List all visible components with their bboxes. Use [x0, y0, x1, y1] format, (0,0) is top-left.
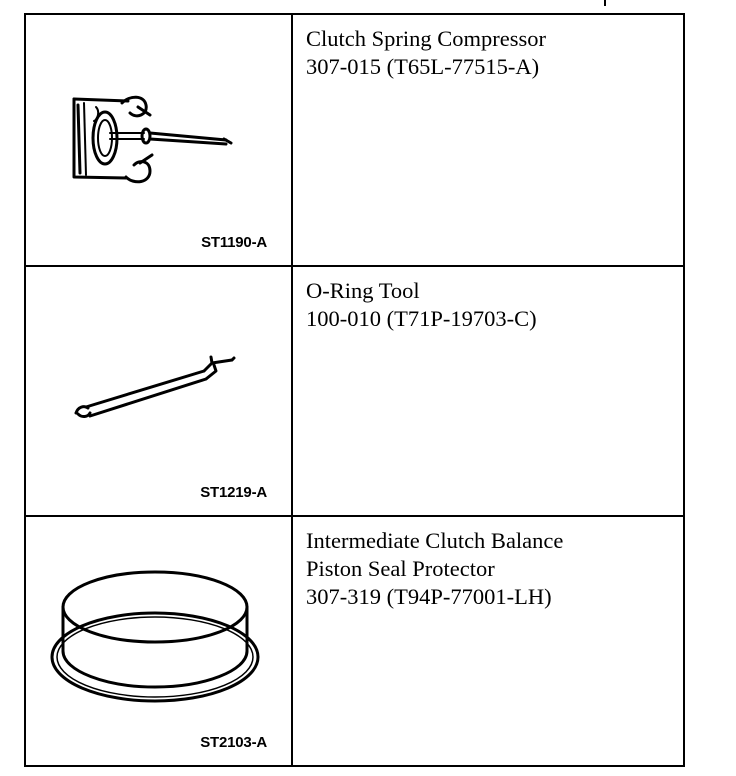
tool-description-cell: [292, 14, 684, 266]
special-tools-table: [24, 13, 685, 767]
illustration-code: ST2103-A: [200, 734, 267, 751]
tool-name: Intermediate Clutch Balance: [306, 528, 564, 553]
tool-illustration-cell: [25, 14, 292, 266]
illustration-code: ST1219-A: [200, 484, 267, 501]
tool-part-number: 100-010 (T71P-19703-C): [306, 306, 537, 331]
illustration-code: ST1190-A: [201, 234, 267, 251]
seal-protector-icon: [26, 517, 291, 765]
tool-name-continued: Piston Seal Protector: [306, 556, 495, 581]
tool-part-number: 307-319 (T94P-77001-LH): [306, 584, 552, 609]
page-corner-mark: [604, 0, 606, 6]
tool-illustration-cell: [25, 516, 292, 766]
table-row: [25, 516, 684, 766]
o-ring-tool-icon: [26, 267, 291, 515]
table-row: [25, 14, 684, 266]
tool-name: Clutch Spring Compressor: [306, 26, 546, 51]
table-row: [25, 266, 684, 516]
tool-illustration-cell: [25, 266, 292, 516]
tool-description-cell: [292, 516, 684, 766]
tool-part-number: 307-015 (T65L-77515-A): [306, 54, 540, 79]
tool-name: O-Ring Tool: [306, 278, 420, 303]
tool-description-cell: [292, 266, 684, 516]
clutch-spring-compressor-icon: [26, 15, 291, 265]
